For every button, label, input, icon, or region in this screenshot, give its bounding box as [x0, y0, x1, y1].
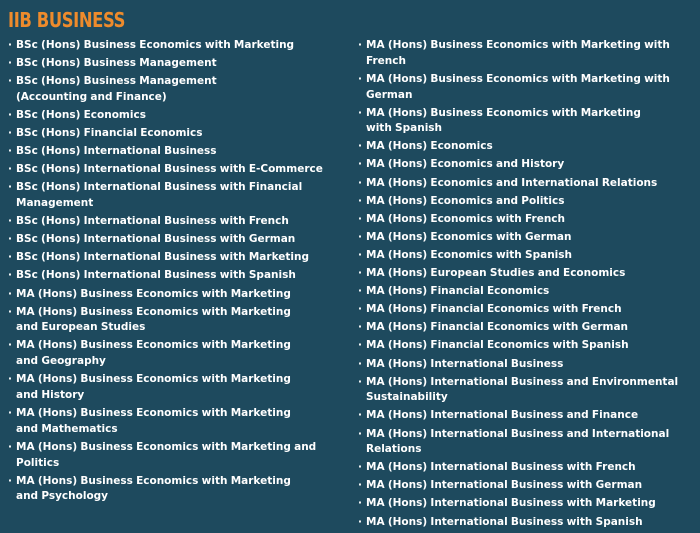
program-name: MA (Hons) Economics and International Relations [366, 176, 658, 189]
program-list-item [358, 515, 700, 531]
program-list-item [8, 126, 356, 142]
program-name: MA (Hons) Business Economics with Marketing and Geography [16, 339, 291, 368]
program-name: MA (Hons) Financial Economics with Spanish [366, 339, 629, 352]
bullet-icon: · [358, 339, 362, 352]
bullet-icon: · [358, 267, 362, 280]
program-list-item [8, 440, 356, 471]
bullet-icon: · [358, 140, 362, 153]
bullet-icon: · [8, 440, 12, 453]
program-name: MA (Hons) Business Economics with Marketing [16, 287, 291, 300]
bullet-icon: · [8, 474, 12, 487]
program-name: MA (Hons) Business Economics with Marketing with Spanish [366, 106, 641, 135]
program-name: MA (Hons) International Business with Marketing [366, 497, 656, 510]
bullet-icon: · [8, 145, 12, 158]
program-name: MA (Hons) Economics [366, 140, 493, 153]
program-list-item [358, 284, 700, 300]
bullet-icon: · [358, 479, 362, 492]
program-list-item [8, 232, 356, 248]
program-name: MA (Hons) Business Economics with Marketing and European Studies [16, 305, 291, 334]
program-name: MA (Hons) Economics and History [366, 158, 565, 171]
program-list-item [358, 408, 700, 424]
bullet-icon: · [8, 39, 12, 51]
bullet-icon: · [358, 285, 362, 298]
program-name: MA (Hons) Business Economics with Marketing and Psychology [16, 474, 291, 503]
program-name: BSc (Hons) Economics [16, 108, 146, 121]
program-list-item [8, 287, 356, 303]
program-list-item [358, 230, 700, 246]
program-list-item [358, 427, 700, 458]
bullet-icon: · [358, 106, 362, 119]
bullet-icon: · [8, 127, 12, 140]
program-list-item [358, 266, 700, 282]
program-name: MA (Hons) Financial Economics with French [366, 303, 622, 316]
program-name: MA (Hons) Economics and Politics [366, 194, 565, 207]
program-list-item [358, 320, 700, 336]
program-list-item [358, 106, 700, 137]
bullet-icon: · [358, 158, 362, 171]
program-name: MA (Hons) International Business with French [366, 461, 636, 474]
program-name: MA (Hons) International Business with German [366, 479, 643, 492]
bullet-icon: · [8, 373, 12, 386]
program-list-item [8, 108, 356, 124]
bullet-icon: · [8, 233, 12, 246]
program-list-item [8, 56, 356, 72]
bullet-icon: · [358, 357, 362, 370]
program-name: MA (Hons) Economics with French [366, 212, 566, 225]
program-list-item [8, 144, 356, 160]
bullet-icon: · [358, 515, 362, 528]
program-list-item [8, 162, 356, 178]
bullet-icon: · [358, 248, 362, 261]
bullet-icon: · [8, 181, 12, 194]
program-list-item [358, 375, 700, 406]
program-list-item [358, 460, 700, 476]
bullet-icon: · [8, 305, 12, 318]
program-name: MA (Hons) Business Economics with Marketing and Politics [16, 440, 317, 469]
program-name: MA (Hons) International Business and Environmental Sustainability [366, 375, 679, 404]
bullet-icon: · [358, 303, 362, 316]
program-name: MA (Hons) International Business and International Relations [366, 427, 670, 456]
bullet-icon: · [8, 339, 12, 352]
program-name: BSc (Hons) International Business with Financial Management [16, 181, 303, 210]
program-name: MA (Hons) Economics with Spanish [366, 248, 572, 261]
program-name: MA (Hons) Business Economics with Marketing with German [366, 72, 670, 101]
bullet-icon: · [8, 108, 12, 121]
program-name: MA (Hons) Business Economics with Marketing and History [16, 373, 291, 401]
bullet-icon: · [8, 163, 12, 176]
bullet-icon: · [8, 407, 12, 420]
program-list-item [8, 372, 356, 403]
program-list-item [8, 305, 356, 336]
bullet-icon: · [358, 321, 362, 334]
program-name: MA (Hons) International Business and Finance [366, 409, 639, 422]
program-name: MA (Hons) Economics with German [366, 230, 572, 243]
program-list-item [8, 250, 356, 266]
program-name: BSc (Hons) International Business with Spanish [16, 269, 296, 282]
program-list-item [358, 38, 700, 69]
program-list-item [8, 38, 356, 54]
program-list-item [358, 357, 700, 373]
bullet-icon: · [358, 497, 362, 510]
bullet-icon: · [358, 212, 362, 225]
program-list-item [8, 180, 356, 211]
bullet-icon: · [358, 230, 362, 243]
program-list-item [8, 74, 356, 105]
program-list-item [358, 478, 700, 494]
program-list-item [358, 194, 700, 210]
program-name: BSc (Hons) International Business with E-Commerce [16, 163, 323, 176]
program-name: MA (Hons) Financial Economics with German [366, 321, 629, 334]
program-name: BSc (Hons) Business Management (Accounting and Finance) [16, 75, 217, 103]
program-name: BSc (Hons) Business Management [16, 57, 217, 70]
bullet-icon: · [358, 409, 362, 422]
bullet-icon: · [8, 269, 12, 282]
program-list-item [358, 338, 700, 354]
program-name: MA (Hons) International Business with Spanish [366, 515, 643, 528]
bullet-icon: · [358, 72, 362, 85]
program-name: MA (Hons) Financial Economics [366, 285, 550, 298]
bullet-icon: · [8, 215, 12, 228]
program-list-item [358, 302, 700, 318]
bullet-icon: · [358, 39, 362, 51]
program-name: BSc (Hons) International Business with German [16, 233, 296, 246]
program-list-item [358, 157, 700, 173]
program-list-item [8, 268, 356, 284]
program-list-item [358, 176, 700, 192]
program-list-item [358, 496, 700, 512]
program-name: BSc (Hons) International Business with Marketing [16, 251, 310, 264]
program-list-item [8, 406, 356, 437]
bullet-icon: · [358, 194, 362, 207]
program-list-right [358, 38, 700, 533]
program-list-item [358, 212, 700, 228]
program-list-item [8, 214, 356, 230]
bullet-icon: · [8, 251, 12, 264]
program-name: MA (Hons) Business Economics with Marketing with French [366, 39, 670, 67]
bullet-icon: · [8, 57, 12, 70]
program-list-item [8, 474, 356, 505]
bullet-icon: · [8, 75, 12, 88]
program-list-item [358, 139, 700, 155]
program-name: BSc (Hons) Business Economics with Marketing [16, 39, 295, 51]
bullet-icon: · [8, 287, 12, 300]
program-list-item [358, 72, 700, 103]
page-title: IIB BUSINESS [8, 8, 126, 32]
program-name: MA (Hons) Business Economics with Marketing and Mathematics [16, 407, 291, 435]
program-name: BSc (Hons) International Business with French [16, 215, 289, 228]
bullet-icon: · [358, 461, 362, 474]
program-name: MA (Hons) International Business [366, 357, 564, 370]
program-name: BSc (Hons) International Business [16, 145, 217, 158]
bullet-icon: · [358, 427, 362, 440]
bullet-icon: · [358, 176, 362, 189]
program-list-item [8, 338, 356, 369]
program-name: MA (Hons) European Studies and Economics [366, 267, 626, 280]
program-name: BSc (Hons) Financial Economics [16, 127, 203, 140]
program-list-left [8, 38, 356, 507]
bullet-icon: · [358, 375, 362, 388]
program-list-item [358, 248, 700, 264]
